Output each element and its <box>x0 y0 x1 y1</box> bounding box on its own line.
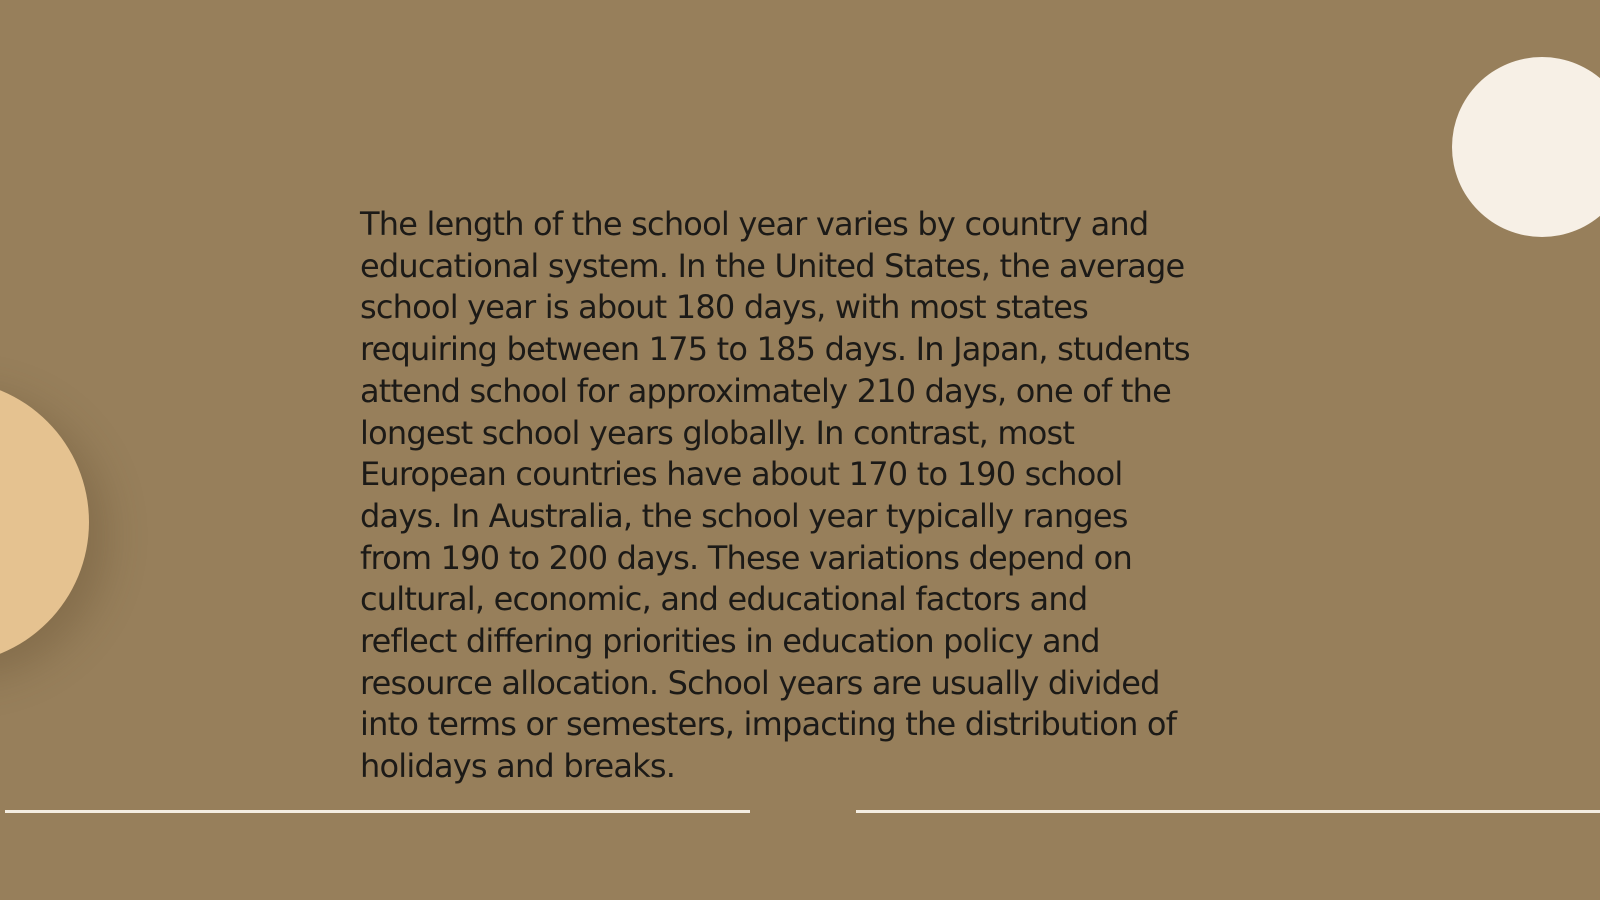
body-line: requiring between 175 to 185 days. In Japan, students <box>360 330 1190 369</box>
body-line: resource allocation. School years are usually divided <box>360 663 1160 702</box>
body-line: The length of the school year varies by country and <box>360 205 1149 243</box>
body-line: educational system. In the United States, the average <box>360 246 1185 285</box>
divider-line-right <box>856 810 1600 813</box>
divider-line-left <box>5 810 750 813</box>
body-line: holidays and breaks. <box>360 747 676 786</box>
body-line: European countries have about 170 to 190 school <box>360 455 1123 494</box>
body-line: attend school for approximately 210 days, one of the <box>360 371 1171 410</box>
body-paragraph <box>360 204 1260 788</box>
body-line: into terms or semesters, impacting the distribution of <box>360 705 1177 744</box>
decorative-circle-top-right <box>1452 57 1600 237</box>
decorative-circle-left <box>0 380 89 664</box>
body-line: cultural, economic, and educational factors and <box>360 580 1088 619</box>
body-line: reflect differing priorities in education policy and <box>360 622 1100 661</box>
body-line: from 190 to 200 days. These variations depend on <box>360 538 1132 577</box>
body-line: school year is about 180 days, with most states <box>360 288 1089 327</box>
body-line: longest school years globally. In contrast, most <box>360 413 1075 452</box>
body-line: days. In Australia, the school year typically ranges <box>360 496 1128 535</box>
